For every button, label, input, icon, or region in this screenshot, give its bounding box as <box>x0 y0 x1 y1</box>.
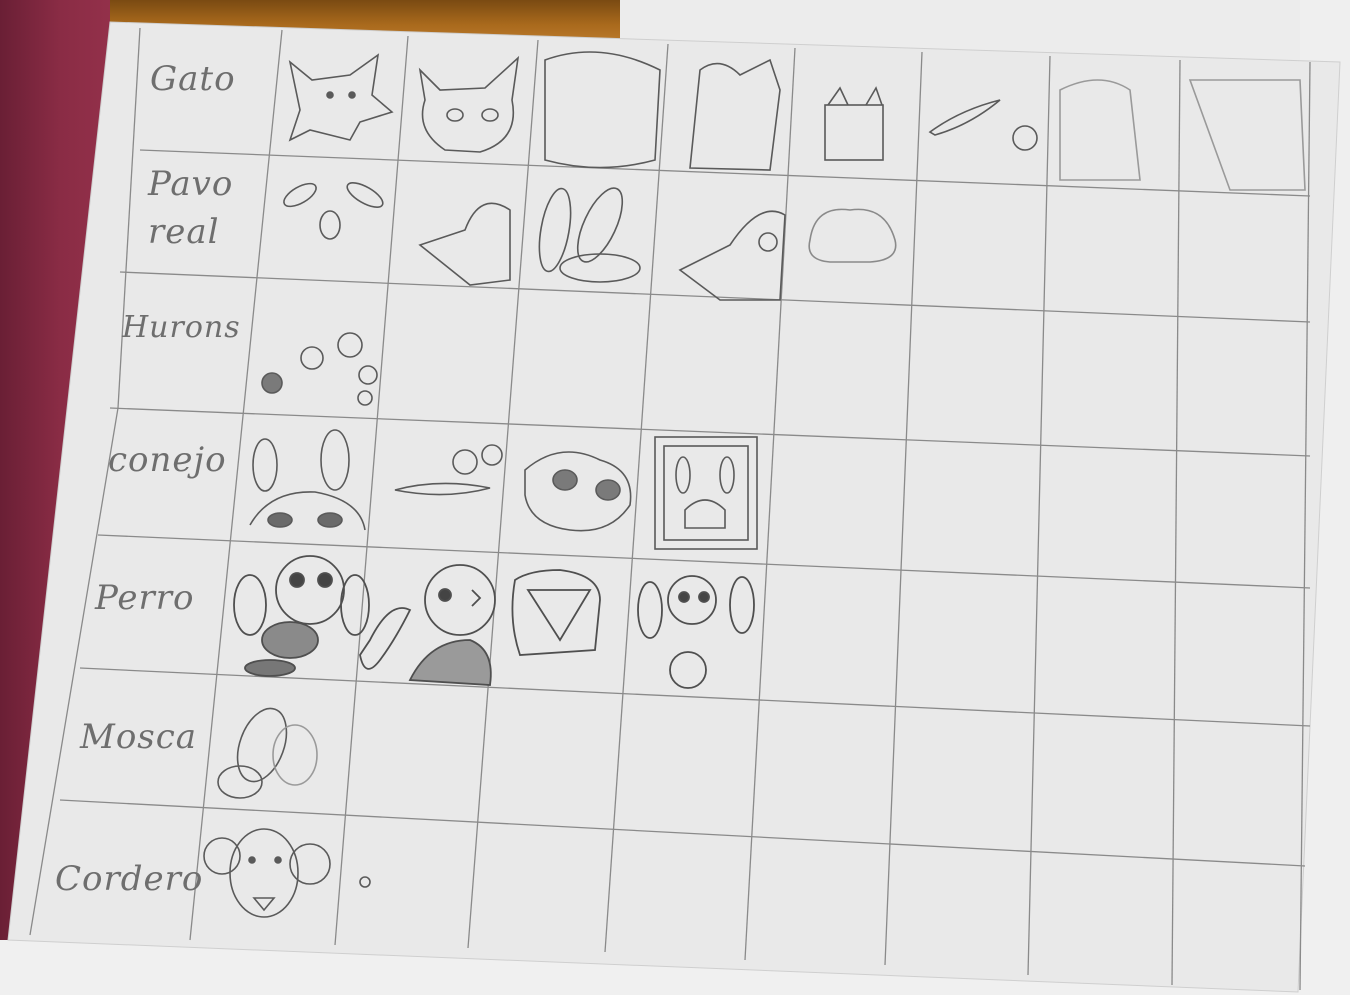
row-label-hurons: Hurons <box>122 310 241 345</box>
row-label-cordero: Cordero <box>55 859 204 899</box>
row-label-gato: Gato <box>150 59 236 99</box>
row-label-perro: Perro <box>95 578 195 618</box>
row-label-conejo: conejo <box>108 440 227 480</box>
row-label-mosca: Mosca <box>80 717 198 757</box>
row-label-pavo-real: Pavo real <box>148 164 234 252</box>
